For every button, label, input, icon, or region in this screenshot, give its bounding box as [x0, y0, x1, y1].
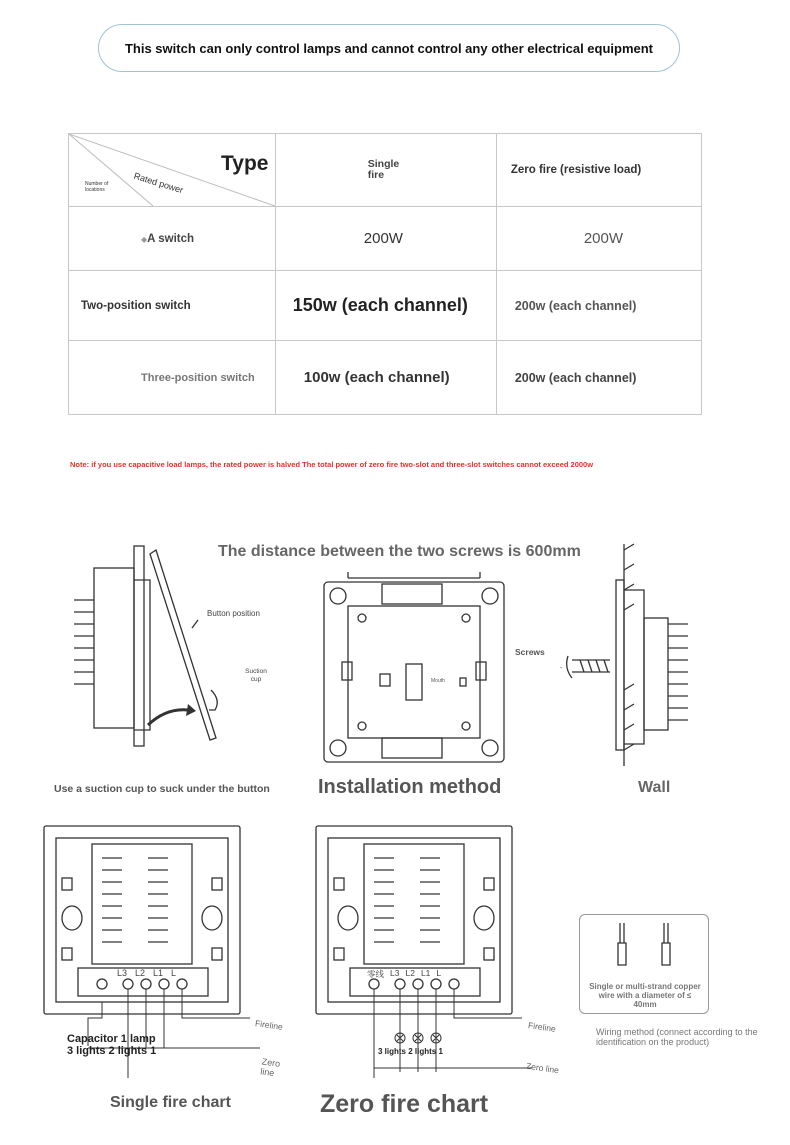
row-name: Three-position switch	[141, 371, 255, 384]
row-single-cell	[275, 341, 496, 415]
row-single-cell	[275, 207, 496, 271]
type-header-cell	[69, 134, 276, 207]
single-zeroline-label: Zero line	[259, 1056, 281, 1079]
rated-power-label: Rated power	[132, 170, 185, 196]
wire-ends-icon	[580, 915, 710, 975]
single-fire-chart-title: Single fire chart	[110, 1094, 231, 1111]
zero-lights-label: 3 lights 2 lights 1	[378, 1047, 443, 1056]
terminal-label: L2	[405, 968, 415, 978]
row-zero-cell	[496, 271, 701, 341]
single-lights-label: 3 lights 2 lights 1	[67, 1045, 157, 1057]
row-name-cell	[69, 207, 276, 271]
zero-fire-label: Zero fire (resistive load)	[510, 164, 642, 176]
terminal-label: L	[171, 968, 177, 978]
wall-view-diagram	[560, 540, 700, 770]
installation-method-title: Installation method	[318, 776, 502, 798]
zero-fire-chart-title: Zero fire chart	[320, 1090, 489, 1118]
single-terminal-labels	[117, 968, 176, 978]
single-fire-header	[275, 134, 496, 207]
notice-text: This switch can only control lamps and cannot control any other electrical equipment	[124, 40, 654, 56]
single-fireline-label: Fireline	[254, 1018, 284, 1032]
notice-banner	[98, 24, 680, 72]
terminal-label: L3	[117, 968, 128, 978]
terminal-label: L3	[390, 968, 400, 978]
row-zero-value: 200W	[583, 230, 624, 247]
terminal-label: L1	[420, 968, 431, 978]
row-single-value: 150w (each channel)	[292, 295, 468, 315]
row-single-value: 200W	[363, 230, 403, 247]
row-zero-value: 200w (each channel)	[514, 370, 637, 385]
table-row	[69, 271, 702, 341]
capacitor-label: Capacitor 1 lamp	[67, 1033, 156, 1045]
type-label: Type	[221, 152, 269, 175]
row-name-text: A switch	[147, 232, 195, 245]
zero-fire-header	[496, 134, 701, 207]
single-fire-label: Single fire	[367, 158, 400, 181]
terminal-label: 零线	[367, 969, 385, 979]
table-header-row	[69, 134, 702, 207]
table-row	[69, 341, 702, 415]
wall-label: Wall	[638, 779, 671, 796]
row-name-cell	[69, 271, 276, 341]
power-spec-table	[68, 133, 702, 415]
wire-detail-box	[579, 914, 709, 1014]
zero-terminal-labels	[367, 968, 441, 980]
row-name-cell	[69, 341, 276, 415]
terminal-label: L2	[135, 968, 146, 978]
row-name: ◆A switch	[141, 232, 195, 245]
row-name: Two-position switch	[81, 299, 191, 312]
terminal-label: L	[436, 968, 442, 978]
row-single-value: 100w (each channel)	[303, 369, 450, 386]
wiring-method-note: Wiring method (connect according to the identification on the product)	[596, 1027, 758, 1047]
table-row	[69, 207, 702, 271]
zero-fire-diagram	[312, 822, 572, 1082]
wire-description: Single or multi-strand copper wire with a diameter of ≤ 40mm	[589, 982, 701, 1009]
terminal-label: L1	[153, 968, 164, 978]
row-zero-value: 200w (each channel)	[514, 298, 637, 313]
row-single-cell	[275, 271, 496, 341]
side-view-diagram	[66, 540, 226, 750]
suction-cup-label: Suction cup	[245, 668, 267, 683]
distance-title: The distance between the two screws is 600mm	[218, 543, 581, 560]
zero-fireline-label: Fireline	[527, 1020, 557, 1034]
row-zero-cell	[496, 207, 701, 271]
front-view-diagram	[320, 560, 510, 765]
button-position-label: Button position	[207, 609, 260, 618]
suction-caption: Use a suction cup to suck under the button	[54, 783, 270, 795]
row-zero-cell	[496, 341, 701, 415]
screws-label: Screws	[515, 647, 545, 657]
mouth-label: Mouth	[431, 678, 445, 684]
zero-zeroline-label: Zero line	[525, 1060, 560, 1076]
locations-label: Number of locations	[85, 181, 109, 193]
capacitive-note: Note: if you use capacitive load lamps, the rated power is halved The total power of zero fire two-slot and three-slot switches cannot exceed 2000w	[70, 460, 594, 469]
